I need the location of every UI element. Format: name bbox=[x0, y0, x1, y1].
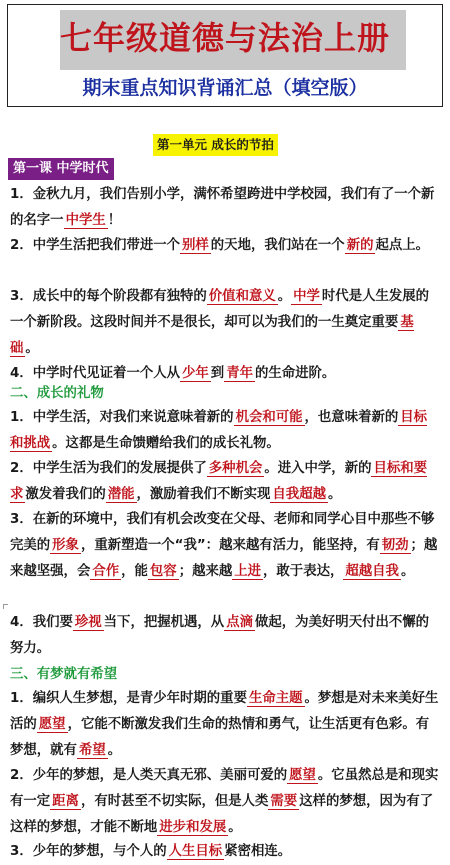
item-text: 这样的梦想，因为有了这样的梦想，才能不断地 bbox=[10, 794, 434, 835]
answer-blank: 愿望 bbox=[289, 768, 316, 783]
answer-blank: 珍视 bbox=[74, 615, 102, 630]
item-text: ；越来越 bbox=[178, 564, 233, 579]
item-text: 做起，为美好明天付出不懈的努力。 bbox=[10, 615, 430, 656]
lesson1-item bbox=[10, 182, 440, 234]
answer-blank: 机会和可能 bbox=[235, 410, 303, 425]
item-text: 。 bbox=[228, 820, 242, 835]
item-text: 的生命进阶。 bbox=[254, 366, 336, 381]
item-text: 时代是人生发展的一个新阶段。这段时间并不是很长，却可以为我们的一生奠定重要 bbox=[10, 289, 430, 330]
item-text: ，能 bbox=[121, 564, 148, 579]
item-text: ！ bbox=[107, 213, 122, 228]
section3-item bbox=[10, 839, 440, 865]
item-text: 4．我们要 bbox=[10, 615, 73, 630]
item-text: 3．少年的梦想，与个人的 bbox=[10, 844, 167, 859]
answer-blank: 进步和发展 bbox=[159, 820, 227, 835]
item-text: 1．金秋九月，我们告别小学，满怀希望跨进中学校园，我们有了一个新的名字一 bbox=[10, 187, 435, 228]
section2-title: 二、成长的礼物 bbox=[10, 386, 104, 401]
section2-item bbox=[10, 507, 440, 585]
item-text: ，有时甚至不切实际，但是人类 bbox=[80, 794, 269, 809]
item-text: ，重新塑造一个“我”：越来越有活力，能坚持，有 bbox=[80, 538, 380, 553]
answer-blank: 多种机会 bbox=[208, 461, 263, 476]
answer-blank: 愿望 bbox=[38, 717, 66, 732]
header-box bbox=[7, 4, 443, 107]
section3-item bbox=[10, 763, 440, 841]
answer-blank: 价值和意义 bbox=[208, 289, 276, 304]
item-text: 到 bbox=[210, 366, 225, 381]
item-text: ，敢于表达， bbox=[263, 564, 344, 579]
answer-blank: 形象 bbox=[52, 538, 79, 553]
item-text: ，它能不断激发我们生命的热情和勇气，让生活更有色彩。有梦想，就有 bbox=[10, 717, 430, 758]
answer-blank: 自我超越 bbox=[272, 487, 326, 502]
item-text: 。进入中学，新的 bbox=[264, 461, 372, 476]
unit-title: 第一单元 成长的节拍 bbox=[153, 134, 278, 156]
answer-blank: 中学 bbox=[293, 289, 320, 304]
item-text: 起点上。 bbox=[375, 238, 430, 253]
item-text: 紧密相连。 bbox=[224, 844, 292, 859]
answer-blank: 包容 bbox=[149, 564, 177, 579]
item-text: 1．编织人生梦想，是青少年时期的重要 bbox=[10, 691, 247, 706]
lesson1-item bbox=[10, 284, 440, 362]
item-text: 。梦想是对未来美好生活的 bbox=[10, 691, 439, 732]
item-text: ；越来越坚强，会 bbox=[10, 538, 438, 579]
page-subtitle: 期末重点知识背诵汇总（填空版） bbox=[82, 77, 368, 99]
item-text: 2．少年的梦想，是人类天真无邪、美丽可爱的 bbox=[10, 768, 288, 783]
item-text: 。 bbox=[400, 564, 415, 579]
item-text: 。它虽然总是和现实有一定 bbox=[10, 768, 439, 809]
item-text: 。 bbox=[107, 743, 122, 758]
section3-item bbox=[10, 686, 440, 764]
answer-blank: 合作 bbox=[92, 564, 120, 579]
answer-blank: 超越自我 bbox=[345, 564, 399, 579]
section2-item bbox=[10, 610, 440, 662]
item-text: 3．在新的环境中，我们有机会改变在父母、老师和同学心目中那些不够完美的 bbox=[10, 512, 435, 553]
answer-blank: 韧劲 bbox=[381, 538, 409, 553]
item-text: 1．中学生活，对我们来说意味着新的 bbox=[10, 410, 234, 425]
item-text: 4．中学时代见证着一个人从 bbox=[10, 366, 181, 381]
answer-blank: 少年 bbox=[182, 366, 209, 381]
answer-blank: 新的 bbox=[346, 238, 374, 253]
item-text: 。 bbox=[25, 341, 39, 356]
answer-blank: 需要 bbox=[270, 794, 298, 809]
answer-blank: 生命主题 bbox=[248, 691, 303, 706]
item-text: ，也意味着新的 bbox=[304, 410, 399, 425]
lesson-title: 第一课 中学时代 bbox=[8, 158, 114, 180]
section2-item bbox=[10, 456, 440, 508]
item-text: 的天地，我们站在一个 bbox=[210, 238, 345, 253]
page-corner-mark bbox=[3, 604, 8, 609]
answer-blank: 目标和挑战 bbox=[10, 410, 428, 451]
item-text: 。 bbox=[277, 289, 292, 304]
section3-title: 三、有梦就有希望 bbox=[10, 667, 118, 682]
item-text: 2．中学生活把我们带进一个 bbox=[10, 238, 181, 253]
item-text: 。这都是生命馈赠给我们的成长礼物。 bbox=[52, 436, 280, 451]
answer-blank: 目标和要求 bbox=[10, 461, 428, 502]
section2-item bbox=[10, 405, 440, 457]
item-text: 3．成长中的每个阶段都有独特的 bbox=[10, 289, 207, 304]
answer-blank: 人生目标 bbox=[168, 844, 223, 859]
answer-blank: 希望 bbox=[78, 743, 106, 758]
answer-blank: 青年 bbox=[226, 366, 253, 381]
page-title: 七年级道德与法治上册 bbox=[59, 19, 390, 57]
answer-blank: 基础 bbox=[10, 315, 414, 356]
answer-blank: 距离 bbox=[52, 794, 79, 809]
lesson1-item bbox=[10, 233, 440, 259]
answer-blank: 上进 bbox=[234, 564, 262, 579]
item-text: ，激励着我们不断实现 bbox=[136, 487, 271, 502]
answer-blank: 点滴 bbox=[226, 615, 253, 630]
item-text: 。 bbox=[327, 487, 342, 502]
answer-blank: 别样 bbox=[182, 238, 209, 253]
item-text: 2．中学生活为我们的发展提供了 bbox=[10, 461, 207, 476]
item-text: 激发着我们的 bbox=[25, 487, 106, 502]
answer-blank: 潜能 bbox=[107, 487, 135, 502]
answer-blank: 中学生 bbox=[65, 213, 106, 228]
item-text: 当下，把握机遇，从 bbox=[103, 615, 225, 630]
